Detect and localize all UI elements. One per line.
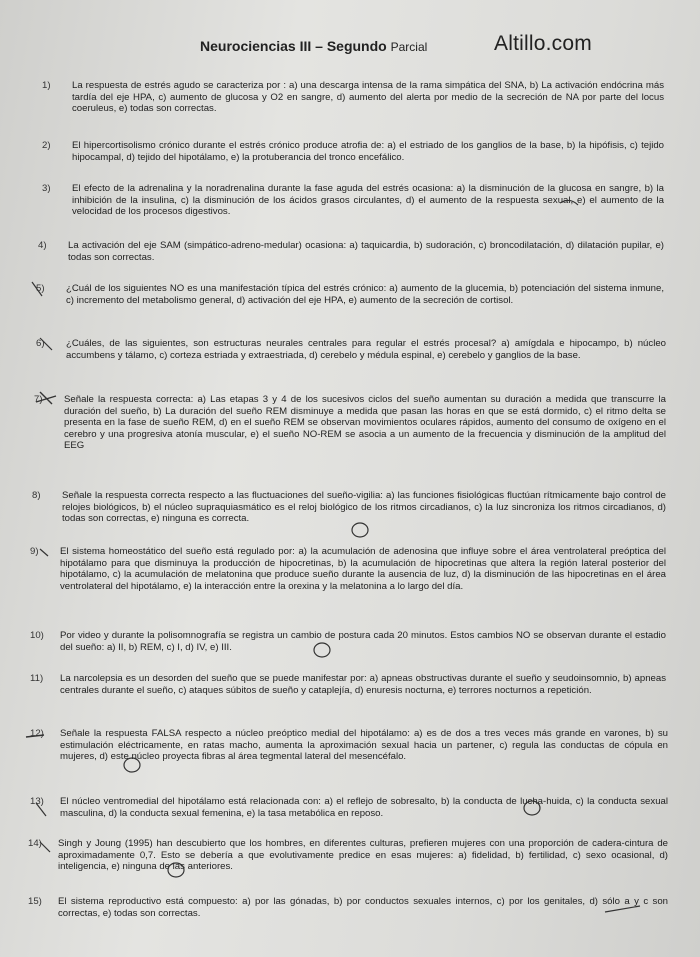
question-text: El efecto de la adrenalina y la noradrenalina durante la fase aguda del estrés ocasiona: a) la disminución de la glucosa en sangre, b) la inhibición de la insulina, c) la disminución de los ácidos grasos circulantes, d) el aumento de la respuesta sexual, e) el aumento de la velocidad de los procesos digestivos. [72, 183, 664, 218]
question-text: La narcolepsia es un desorden del sueño que se puede manifestar por: a) apneas obstructivas durante el sueño y seudoinsomnio, b) apneas centrales durante el sueño, c) ataques súbitos de sueño y cataplejía, d) enuresis nocturna, e) terrores nocturnos a repetición. [60, 673, 666, 696]
answer-circle [524, 801, 540, 815]
question-text: La respuesta de estrés agudo se caracteriza por : a) una descarga intensa de la rama simpática del SNA, b) La activación endócrina más tardía del eje HPA, c) aumento de glucosa y O2 en sangre, d) aumento del alerta por medio de la secreción de NA por parte del locus coeruleus, e) todas son correctas. [72, 80, 664, 115]
answer-circle [168, 863, 184, 877]
question-text: Por video y durante la polisomnografía se registra un cambio de postura cada 20 minutos. Estos cambios NO se observan durante el estadio del sueño: a) II, b) REM, c) I, d) IV, e) III. [60, 630, 666, 653]
question-text: La activación del eje SAM (simpático-adreno-medular) ocasiona: a) taquicardia, b) sudoración, c) broncodilatación, d) dilatación pupilar, e) todas son correctas. [68, 240, 664, 263]
question-text: ¿Cuál de los siguientes NO es una manifestación típica del estrés crónico: a) aumento de la glucemia, b) potenciación del sistema inmune, c) incremento del metabolismo general, d) activación del eje HPA, e) aumento de la secreción de cortisol. [66, 283, 664, 306]
answer-underline [605, 906, 640, 912]
question-text: El núcleo ventromedial del hipotálamo está relacionada con: a) el reflejo de sobresalto, b) la conducta de lucha-huida, c) la conducta sexual masculina, d) la conducta sexual femenina, e) la tasa metabólica en reposo. [60, 796, 668, 819]
question-text: El sistema reproductivo está compuesto: a) por las gónadas, b) por conductos sexuales internos, c) por los genitales, d) sólo a y c son correctas, e) todas son correctas. [58, 896, 668, 919]
question-number: 7) [34, 394, 43, 405]
title-text: Neurociencias III – Segundo [200, 38, 387, 54]
pen-tick-mark [40, 842, 50, 852]
question-text: El hipercortisolismo crónico durante el estrés crónico produce atrofia de: a) el estriado de los ganglios de la base, b) la hipófisis, c) tejido hipocampal, d) tejido del hipotálamo, e) la protuberancia del tronco encefálico. [72, 140, 664, 163]
pen-tick-mark [32, 282, 42, 296]
question-number: 13) [30, 796, 44, 807]
answer-circle [352, 523, 368, 537]
question-text: Singh y Joung (1995) han descubierto que los hombres, en diferentes culturas, prefieren mujeres con una proporción de cadera-cintura de aproximadamente 0,7. Esto se debería a que evolutivamente predice en esas mujeres: a) fidelidad, b) fertilidad, c) sexo ocasional, d) inteligencia, e) ninguna de las anteriores. [58, 838, 668, 873]
question-number: 5) [36, 283, 45, 294]
question-text: Señale la respuesta correcta respecto a las fluctuaciones del sueño-vigilia: a) las funciones fisiológicas fluctúan rítmicamente bajo control de relojes biológicos, b) el núcleo supraquiasmático es el reloj biológico de los ritmos circadianos, c) la luz sincroniza los ritmos circadianos, d) todas son correctas, e) ninguna es correcta. [62, 490, 666, 525]
question-text: ¿Cuáles, de las siguientes, son estructuras neurales centrales para regular el estrés procesal? a) amígdala e hipocampo, b) núcleo accumbens y tálamo, c) corteza estriada y extraestriada, d) cerebelo y médula espinal, e) cerebelo y ganglios de la base. [66, 338, 666, 361]
question-number: 1) [42, 80, 51, 91]
answer-hook [560, 200, 578, 205]
question-number: 12) [30, 728, 44, 739]
answer-circle [124, 758, 140, 772]
question-number: 11) [30, 673, 44, 684]
question-text: El sistema homeostático del sueño está regulado por: a) la acumulación de adenosina que influye sobre el área ventrolateral preóptica del hipotálamo para que disminuya la producción de hipocretinas, b) la acumulación de hipocretinas que altera la región lateral posterior del hipotálamo, c) la acumulación de melatonina que produce sueño durante la ausencia de luz, d) la disminución de las hipocretinas en el área ventrolateral del hipotálamo, e) la interacción entre la orexina y la melatonina a lo largo del día. [60, 546, 666, 592]
question-number: 3) [42, 183, 51, 194]
question-number: 4) [38, 240, 47, 251]
question-text: Señale la respuesta FALSA respecto a núcleo preóptico medial del hipotálamo: a) es de dos a tres veces más grande en varones, b) su estimulación eléctricamente, en ratas macho, aumenta la aproximación sexual hacia un partener, c) regula las conductas de cópula en mujeres, d) este núcleo proyecta fibras al área tegmental lateral del mesencéfalo. [60, 728, 668, 763]
question-text: Señale la respuesta correcta: a) Las etapas 3 y 4 de los sucesivos ciclos del sueño aumentan su duración a medida que transcurre la duración del sueño, b) La duración del sueño REM disminuye a medida que pasan las horas en que se está dormido, c) el ritmo delta se presenta en la fase de sueño REM, d) en el sueño REM se observan movimientos oculares rápidos, aumento del consumo de oxígeno en el cerebro y una progresiva atonía muscular, e) el sueño NO-REM se asocia a un aumento de la frecuencia y disminución de la amplitud del EEG [64, 394, 666, 452]
pen-tick-mark [40, 549, 48, 556]
question-number: 15) [28, 896, 42, 907]
question-number: 6) [36, 338, 45, 349]
title-suffix: Parcial [390, 40, 428, 54]
question-number: 8) [32, 490, 41, 501]
pen-tick-mark [40, 338, 52, 350]
pen-dash-mark [26, 735, 44, 737]
brand-watermark: Altillo.com [494, 32, 592, 55]
question-number: 9) [30, 546, 39, 557]
question-number: 2) [42, 140, 51, 151]
question-number: 14) [28, 838, 42, 849]
question-number: 10) [30, 630, 44, 641]
pen-tick-mark [36, 392, 56, 404]
answer-circle [314, 643, 330, 657]
pen-tick-mark [36, 803, 46, 816]
